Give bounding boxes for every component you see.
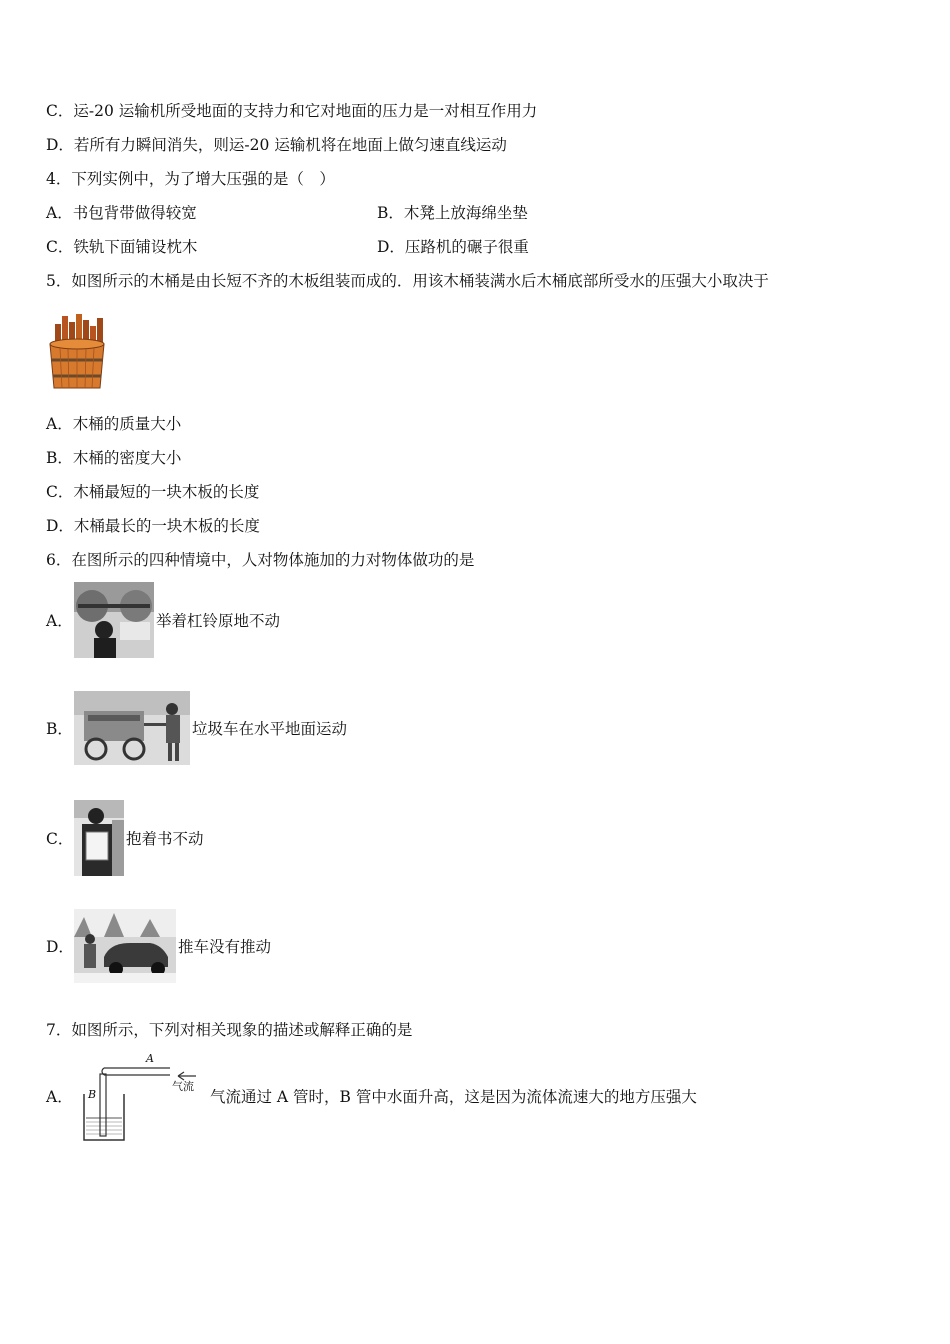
q6-option-a-text: 举着杠铃原地不动 bbox=[156, 612, 281, 630]
q3-option-c: C．运-20 运输机所受地面的支持力和它对地面的压力是一对相互作用力 bbox=[46, 102, 538, 120]
q7-option-a-text: 气流通过 A 管时，B 管中水面升高，这是因为流体流速大的地方压强大 bbox=[210, 1088, 697, 1106]
q7-stem: 7．如图所示，下列对相关现象的描述或解释正确的是 bbox=[46, 1021, 413, 1039]
q6-option-c-text: 抱着书不动 bbox=[126, 830, 204, 848]
q6-option-a-label: A． bbox=[46, 612, 73, 630]
wooden-bucket-figure bbox=[46, 314, 108, 392]
holding-books-photo bbox=[74, 800, 124, 876]
barbell-photo bbox=[74, 582, 154, 658]
airflow-tube-figure bbox=[74, 1048, 210, 1144]
q5-option-c: C．木桶最短的一块木板的长度 bbox=[46, 483, 260, 501]
q6-option-a bbox=[46, 582, 280, 658]
q5-option-a: A．木桶的质量大小 bbox=[46, 415, 182, 433]
q4-stem: 4．下列实例中，为了增大压强的是（ ） bbox=[46, 170, 335, 188]
airflow-label: 气流 bbox=[172, 1080, 194, 1093]
q5-option-d: D．木桶最长的一块木板的长度 bbox=[46, 517, 260, 535]
garbage-cart-photo bbox=[74, 691, 190, 765]
q6-stem: 6．在图所示的四种情境中，人对物体施加的力对物体做功的是 bbox=[46, 551, 475, 569]
q7-option-a-label: A． bbox=[46, 1088, 73, 1106]
q4-option-d: D．压路机的碾子很重 bbox=[377, 238, 529, 256]
q6-option-b bbox=[46, 691, 347, 765]
q7-option-a bbox=[46, 1048, 697, 1144]
q6-option-b-text: 垃圾车在水平地面运动 bbox=[192, 720, 348, 738]
q6-option-d bbox=[46, 909, 271, 983]
q4-option-c: C．铁轨下面铺设枕木 bbox=[46, 238, 198, 256]
q6-option-c bbox=[46, 800, 204, 876]
q4-option-a: A．书包背带做得较宽 bbox=[46, 204, 197, 222]
tube-b-label: B bbox=[88, 1088, 97, 1101]
pushing-car-photo bbox=[74, 909, 176, 983]
q5-option-b: B．木桶的密度大小 bbox=[46, 449, 182, 467]
q6-option-b-label: B． bbox=[46, 720, 73, 738]
q5-stem: 5．如图所示的木桶是由长短不齐的木板组装而成的．用该木桶装满水后木桶底部所受水的压强大小取决于 bbox=[46, 272, 769, 290]
q4-option-b: B．木凳上放海绵坐垫 bbox=[377, 204, 528, 222]
tube-a-label: A bbox=[146, 1052, 154, 1065]
q6-option-d-label: D． bbox=[46, 938, 74, 956]
q6-option-c-label: C． bbox=[46, 830, 74, 848]
q3-option-d: D．若所有力瞬间消失，则运-20 运输机将在地面上做匀速直线运动 bbox=[46, 136, 507, 154]
q6-option-d-text: 推车没有推动 bbox=[178, 938, 272, 956]
